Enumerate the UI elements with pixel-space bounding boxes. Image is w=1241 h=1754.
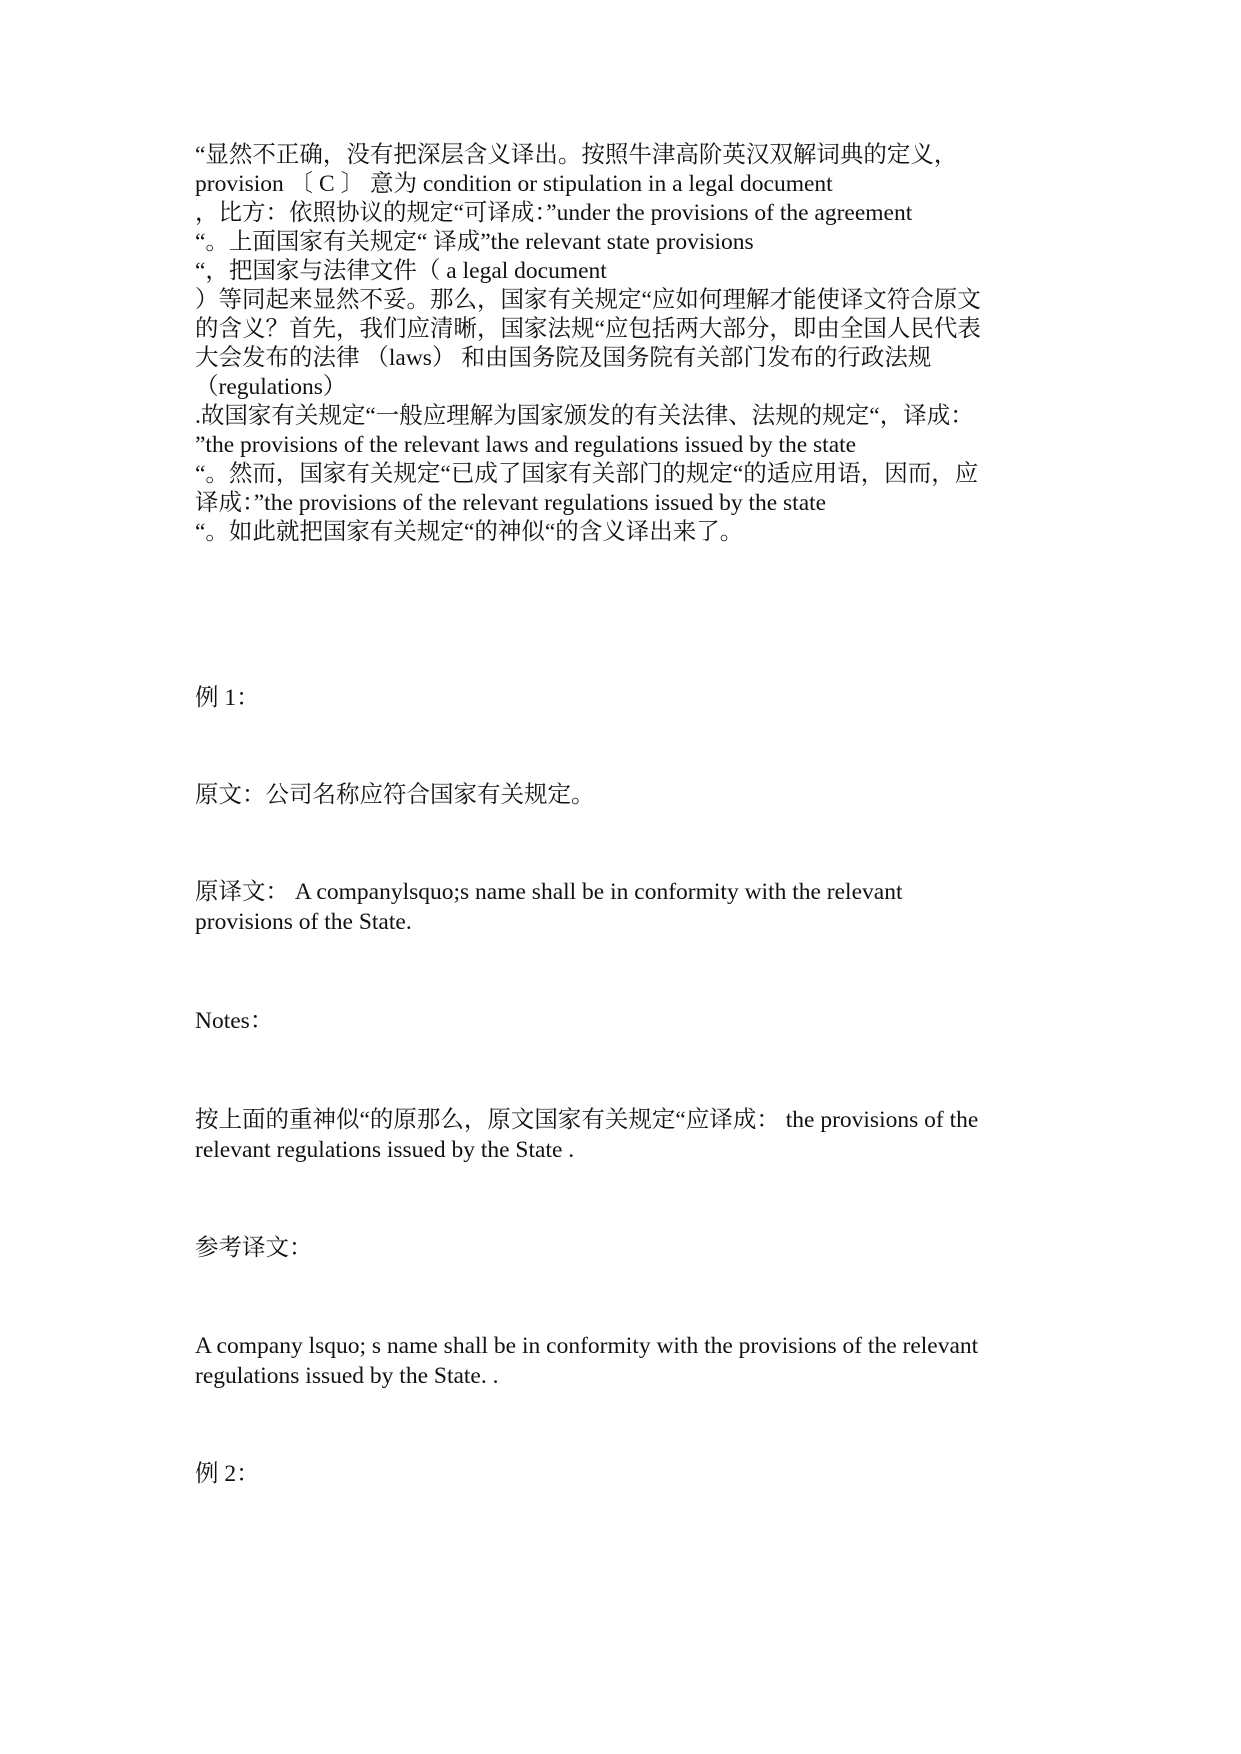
reference-line-2: regulations issued by the State. . <box>195 1363 499 1389</box>
intro-line-3: ，比方：依照协议的规定“可译成：”under the provisions of the agreement <box>195 200 913 226</box>
original-translation-line-2: provisions of the State. <box>195 909 412 935</box>
notes-line-1: 按上面的重神似“的原那么，原文国家有关规定“应译成： the provisions of the <box>195 1107 979 1133</box>
intro-line-5: “，把国家与法律文件（ a legal document <box>195 258 607 284</box>
source-text: 原文：公司名称应符合国家有关规定。 <box>195 782 595 808</box>
example-1-heading: 例 1： <box>195 685 260 711</box>
intro-line-13: 译成：”the provisions of the relevant regulations issued by the state <box>195 490 827 516</box>
intro-line-4: “。上面国家有关规定“ 译成”the relevant state provisions <box>195 229 754 255</box>
intro-line-7: 的含义？首先，我们应清晰，国家法规“应包括两大部分，即由全国人民代表 <box>195 316 981 342</box>
intro-line-11: ”the provisions of the relevant laws and regulations issued by the state <box>195 432 857 458</box>
reference-label: 参考译文： <box>195 1235 313 1261</box>
notes-label: Notes： <box>195 1008 274 1034</box>
original-translation-line-1: 原译文： A companylsquo;s name shall be in conformity with the relevant <box>195 879 903 905</box>
example-2-heading: 例 2： <box>195 1461 260 1487</box>
intro-line-6: ）等同起来显然不妥。那么，国家有关规定“应如何理解才能使译文符合原文 <box>195 287 981 313</box>
intro-line-9: （regulations） <box>195 374 347 400</box>
intro-line-10: .故国家有关规定“一般应理解为国家颁发的有关法律、法规的规定“，译成： <box>195 403 974 429</box>
intro-line-2: provision 〔 C 〕 意为 condition or stipulation in a legal document <box>195 171 833 197</box>
intro-line-14: “。如此就把国家有关规定“的神似“的含义译出来了。 <box>195 519 744 545</box>
intro-line-1: “显然不正确，没有把深层含义译出。按照牛津高阶英汉双解词典的定义， <box>195 142 958 168</box>
reference-line-1: A company lsquo; s name shall be in conformity with the provisions of the relevant <box>195 1333 979 1359</box>
intro-line-8: 大会发布的法律 （laws） 和由国务院及国务院有关部门发布的行政法规 <box>195 345 932 371</box>
intro-line-12: “。然而，国家有关规定“已成了国家有关部门的规定“的适应用语，因而，应 <box>195 461 979 487</box>
notes-line-2: relevant regulations issued by the State . <box>195 1137 575 1163</box>
